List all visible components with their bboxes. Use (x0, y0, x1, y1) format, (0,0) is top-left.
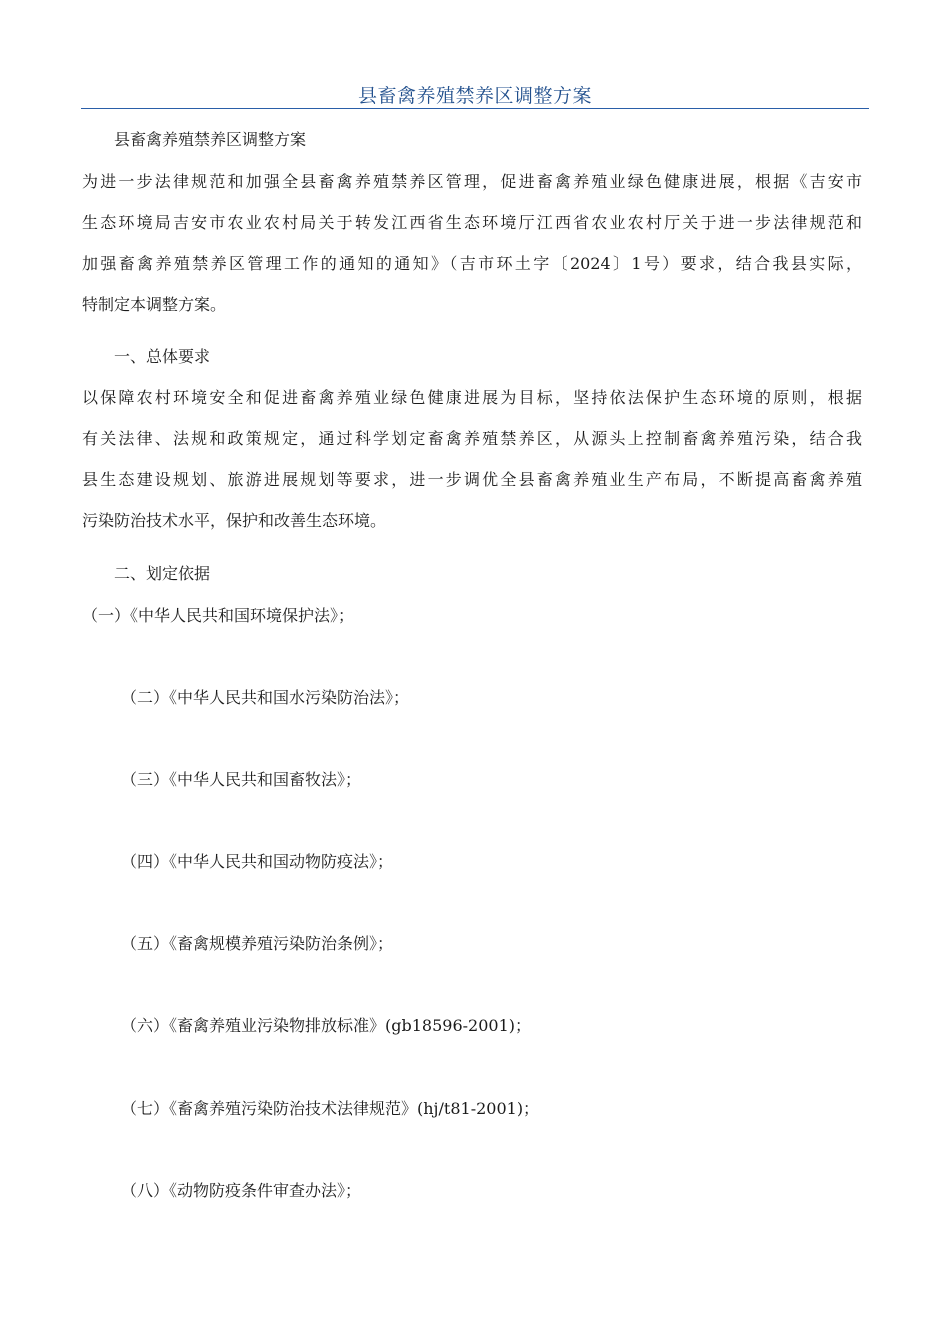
basis-item: （二）《中华人民共和国水污染防治法》； (121, 688, 410, 707)
intro-line: 生态环境局吉安市农业农村局关于转发江西省生态环境厅江西省农业农村厅关于进一步法律规范和 (82, 213, 862, 232)
basis-item: （一）《中华人民共和国环境保护法》； (82, 606, 355, 625)
intro-line: 加强畜禽养殖禁养区管理工作的通知的通知》（吉市环土字〔2024〕1号）要求，结合我县实际， (82, 254, 862, 273)
section1-line: 有关法律、法规和政策规定，通过科学划定畜禽养殖禁养区，从源头上控制畜禽养殖污染，结合我 (82, 429, 862, 448)
document-subtitle: 县畜禽养殖禁养区调整方案 (114, 130, 307, 149)
section-heading-basis: 二、划定依据 (114, 564, 211, 583)
intro-line: 为进一步法律规范和加强全县畜禽养殖禁养区管理，促进畜禽养殖业绿色健康进展，根据《吉安市 (82, 172, 862, 191)
intro-line: 特制定本调整方案。 (82, 295, 227, 314)
basis-item: （六）《畜禽养殖业污染物排放标准》(gb18596-2001)； (121, 1016, 531, 1035)
section1-line: 县生态建设规划、旅游进展规划等要求，进一步调优全县畜禽养殖业生产布局，不断提高畜禽养殖 (82, 470, 862, 489)
basis-item: （八）《动物防疫条件审查办法》； (121, 1181, 362, 1200)
section1-line: 污染防治技术水平，保护和改善生态环境。 (82, 511, 387, 530)
basis-item: （三）《中华人民共和国畜牧法》； (121, 770, 362, 789)
basis-item: （七）《畜禽养殖污染防治技术法律规范》(hj/t81-2001)； (121, 1099, 540, 1118)
header-divider (81, 108, 869, 109)
basis-item: （五）《畜禽规模养殖污染防治条例》； (121, 934, 394, 953)
section-heading-general-requirements: 一、总体要求 (114, 347, 211, 366)
basis-item: （四）《中华人民共和国动物防疫法》； (121, 852, 394, 871)
section1-line: 以保障农村环境安全和促进畜禽养殖业绿色健康进展为目标，坚持依法保护生态环境的原则，根据 (82, 388, 862, 407)
header-title: 县畜禽养殖禁养区调整方案 (357, 85, 592, 107)
